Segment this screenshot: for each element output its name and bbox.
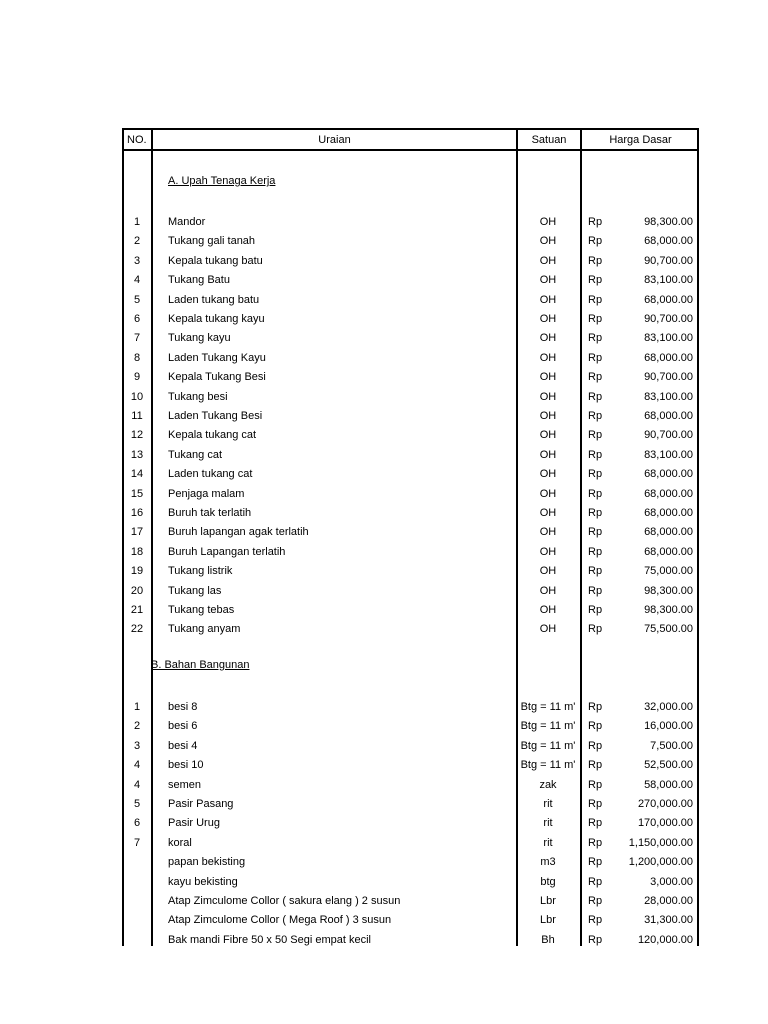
row-description: Penjaga malam [168,487,245,500]
table-row [124,814,697,833]
row-unit: Btg = 11 m' [520,720,576,733]
row-unit: OH [539,254,557,267]
row-description: papan bekisting [168,856,246,869]
row-price: 31,300.00 [644,914,693,927]
row-unit: OH [539,545,557,558]
row-price: 98,300.00 [644,216,693,228]
row-unit: Lbr [540,914,556,927]
row-currency: Rp [588,565,603,578]
row-number: 22 [130,623,144,636]
row-price: 83,100.00 [644,332,693,345]
table-row [124,795,697,814]
row-description: Mandor [168,216,206,228]
table-header [124,130,697,151]
row-currency: Rp [588,313,603,325]
table-row [124,582,697,601]
table-row [124,523,697,542]
row-description: Tukang tebas [168,604,235,616]
row-number: 11 [131,410,143,422]
header-uraian: Uraian [318,134,351,146]
row-price: 68,000.00 [644,235,693,248]
row-description: Kepala tukang kayu [168,313,265,325]
row-currency: Rp [588,545,603,558]
table-row [124,543,697,562]
table-row [124,911,697,930]
row-price: 7,500.00 [650,739,693,752]
row-currency: Rp [588,429,603,442]
table-row [124,717,697,736]
row-description: Buruh Lapangan terlatih [168,545,286,558]
table-row [124,853,697,872]
row-unit: OH [539,448,557,461]
header-harga-dasar: Harga Dasar [609,134,672,146]
row-unit: OH [539,526,557,539]
row-description: Laden tukang batu [168,293,260,306]
row-number: 2 [133,235,141,248]
row-description: Buruh lapangan agak terlatih [168,526,309,539]
table-row [124,931,697,950]
row-price: 58,000.00 [644,778,693,791]
row-price: 90,700.00 [644,429,693,442]
table-row [124,388,697,407]
row-number: 8 [133,351,141,364]
row-price: 75,000.00 [644,565,693,578]
table-row [124,892,697,911]
table-row [124,271,697,290]
row-unit: OH [539,468,557,481]
row-currency: Rp [588,293,603,306]
row-currency: Rp [588,487,603,500]
section-title-upah: A. Upah Tenaga Kerja [168,175,276,187]
row-unit: Btg = 11 m' [520,739,576,752]
row-description: Bak mandi Fibre 50 x 50 Segi empat kecil [168,933,371,946]
row-number: 16 [130,507,144,519]
row-description: koral [168,836,192,849]
row-currency: Rp [588,507,603,519]
row-number: 4 [133,759,141,772]
table-row [124,349,697,368]
row-unit: Bh [541,933,555,946]
row-price: 75,500.00 [644,623,693,636]
row-number: 18 [130,545,144,558]
row-unit: OH [539,429,557,442]
row-currency: Rp [588,739,603,752]
row-price: 68,000.00 [644,545,693,558]
row-number: 1 [133,216,141,228]
row-number: 13 [130,448,144,461]
row-currency: Rp [588,274,603,287]
row-currency: Rp [588,235,603,248]
table-row [124,465,697,484]
table-row [124,213,697,232]
row-currency: Rp [588,817,603,830]
row-price: 1,150,000.00 [628,836,693,849]
row-description: besi 4 [168,739,198,752]
row-number: 15 [130,487,144,500]
row-unit: OH [539,332,557,345]
row-currency: Rp [588,914,603,927]
row-number: 4 [133,778,141,791]
row-currency: Rp [588,448,603,461]
row-description: Laden Tukang Besi [168,410,263,422]
table-row [124,291,697,310]
row-description: Atap Zimculome Collor ( Mega Roof ) 3 susun [168,914,392,927]
row-unit: OH [539,274,557,287]
row-price: 1,200,000.00 [628,856,693,869]
row-description: Tukang las [168,584,222,597]
row-price: 68,000.00 [644,526,693,539]
row-currency: Rp [588,604,603,616]
row-description: Tukang cat [168,448,223,461]
row-currency: Rp [588,778,603,791]
row-unit: rit [543,817,553,830]
row-number: 2 [133,720,141,733]
row-unit: rit [543,836,553,849]
row-number: 21 [130,604,144,616]
row-unit: OH [539,565,557,578]
row-unit: zak [539,778,557,791]
table-row [124,601,697,620]
row-currency: Rp [588,856,603,869]
row-number: 1 [133,701,141,713]
row-description: Kepala Tukang Besi [168,371,266,384]
row-number: 5 [133,798,141,810]
row-price: 270,000.00 [637,798,693,810]
row-price: 83,100.00 [644,274,693,287]
row-unit: OH [539,216,557,228]
table-row [124,426,697,445]
row-description: besi 8 [168,701,198,713]
row-number: 12 [130,429,144,442]
row-description: Tukang besi [168,390,228,403]
row-price: 90,700.00 [644,313,693,325]
row-unit: OH [539,293,557,306]
row-unit: OH [539,410,557,422]
row-unit: OH [539,313,557,325]
table-row [124,776,697,795]
row-unit: OH [539,390,557,403]
table-row [124,873,697,892]
row-description: besi 6 [168,720,198,733]
row-price: 68,000.00 [644,410,693,422]
row-currency: Rp [588,933,603,946]
row-description: besi 10 [168,759,204,772]
row-currency: Rp [588,584,603,597]
row-number: 9 [133,371,141,384]
row-number: 19 [130,565,144,578]
table-row [124,562,697,581]
table-row [124,252,697,271]
row-unit: OH [539,623,557,636]
row-currency: Rp [588,351,603,364]
row-price: 98,300.00 [644,584,693,597]
row-currency: Rp [588,720,603,733]
row-price: 32,000.00 [644,701,693,713]
row-number: 10 [130,390,144,403]
row-price: 90,700.00 [644,254,693,267]
table-row [124,504,697,523]
row-number: 3 [133,254,141,267]
row-price: 83,100.00 [644,390,693,403]
row-description: Tukang Batu [168,274,230,287]
row-price: 68,000.00 [644,351,693,364]
row-number: 6 [133,313,141,325]
row-price: 3,000.00 [650,875,693,888]
row-currency: Rp [588,759,603,772]
table-row [124,407,697,426]
row-description: Tukang gali tanah [168,235,256,248]
table-row [124,310,697,329]
section-title-bahan: B. Bahan Bangunan [151,659,250,671]
row-price: 68,000.00 [644,487,693,500]
row-number: 5 [133,293,141,306]
row-unit: OH [539,584,557,597]
row-unit: OH [539,235,557,248]
header-satuan: Satuan [531,134,567,146]
row-number: 14 [130,468,144,481]
row-description: Kepala tukang batu [168,254,263,267]
row-currency: Rp [588,875,603,888]
row-price: 28,000.00 [644,895,693,907]
table-row [124,620,697,639]
row-description: Pasir Pasang [168,798,234,810]
row-currency: Rp [588,390,603,403]
row-currency: Rp [588,623,603,636]
row-unit: m3 [540,856,556,869]
row-description: kayu bekisting [168,875,238,888]
row-currency: Rp [588,332,603,345]
row-unit: Btg = 11 m' [520,701,576,713]
table-row [124,446,697,465]
row-currency: Rp [588,254,603,267]
row-description: Pasir Urug [168,817,220,830]
row-price: 120,000.00 [637,933,693,946]
row-unit: Btg = 11 m' [520,759,576,772]
header-no: NO. [127,134,147,146]
price-table [122,128,699,946]
row-currency: Rp [588,701,603,713]
row-unit: OH [539,371,557,384]
row-currency: Rp [588,836,603,849]
table-row [124,698,697,717]
row-number: 20 [130,584,144,597]
row-price: 52,500.00 [644,759,693,772]
row-number: 3 [133,739,141,752]
row-number: 17 [130,526,144,539]
row-currency: Rp [588,371,603,384]
row-unit: btg [540,875,556,888]
row-description: semen [168,778,202,791]
row-price: 68,000.00 [644,468,693,481]
row-description: Laden tukang cat [168,468,253,481]
table-row [124,485,697,504]
row-description: Tukang anyam [168,623,241,636]
row-price: 68,000.00 [644,293,693,306]
row-currency: Rp [588,410,603,422]
row-description: Atap Zimculome Collor ( sakura elang ) 2 susun [168,895,401,907]
row-unit: OH [539,604,557,616]
row-number: 7 [133,332,141,345]
row-number: 4 [133,274,141,287]
row-unit: OH [539,487,557,500]
row-unit: rit [543,798,553,810]
row-price: 68,000.00 [644,507,693,519]
row-currency: Rp [588,216,603,228]
row-unit: OH [539,351,557,364]
row-price: 83,100.00 [644,448,693,461]
table-row [124,232,697,251]
table-row [124,368,697,387]
table-row [124,834,697,853]
row-price: 170,000.00 [637,817,693,830]
row-price: 16,000.00 [644,720,693,733]
row-description: Tukang kayu [168,332,231,345]
row-description: Tukang listrik [168,565,233,578]
row-price: 98,300.00 [644,604,693,616]
row-description: Buruh tak terlatih [168,507,252,519]
row-currency: Rp [588,895,603,907]
row-description: Laden Tukang Kayu [168,351,266,364]
table-row [124,329,697,348]
row-number: 7 [133,836,141,849]
row-number: 6 [133,817,141,830]
row-currency: Rp [588,468,603,481]
table-row [124,737,697,756]
row-currency: Rp [588,526,603,539]
row-unit: Lbr [540,895,556,907]
row-price: 90,700.00 [644,371,693,384]
row-currency: Rp [588,798,603,810]
row-unit: OH [539,507,557,519]
row-description: Kepala tukang cat [168,429,257,442]
table-row [124,756,697,775]
